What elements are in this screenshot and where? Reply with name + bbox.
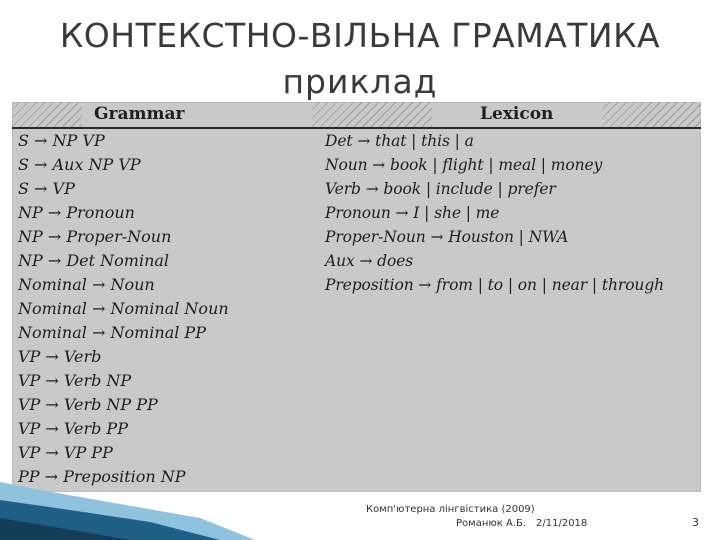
grammar-rule: Nominal → Nominal Noun (18, 299, 229, 318)
grammar-rule: VP → Verb NP (18, 371, 132, 390)
grammar-column-header: Grammar (94, 104, 185, 124)
grammar-rule: NP → Proper-Noun (18, 227, 172, 246)
lexicon-rule: Det → that | this | a (325, 132, 474, 150)
footer-author: Романюк А.Б. (456, 518, 527, 529)
grammar-rule: VP → Verb PP (18, 419, 128, 438)
grammar-rule: S → NP VP (18, 131, 105, 150)
footer-course: Комп'ютерна лінгвістика (2009) (366, 504, 535, 515)
grammar-table-image (12, 102, 701, 492)
grammar-rule: PP → Preposition NP (18, 467, 186, 486)
lexicon-rule: Proper-Noun → Houston | NWA (325, 228, 569, 246)
lexicon-column-header: Lexicon (480, 104, 554, 124)
grammar-rule: NP → Pronoun (18, 203, 135, 222)
lexicon-rule: Verb → book | include | prefer (325, 180, 556, 198)
lexicon-rule: Aux → does (325, 252, 414, 270)
corner-decoration (0, 460, 260, 540)
grammar-rule: Nominal → Nominal PP (18, 323, 206, 342)
lexicon-rule: Preposition → from | to | on | near | through (325, 276, 665, 294)
header-hatch-left (12, 102, 82, 127)
grammar-rule: S → VP (18, 179, 75, 198)
grammar-rule: VP → VP PP (18, 443, 113, 462)
grammar-rule: VP → Verb (18, 347, 102, 366)
footer-date: 2/11/2018 (536, 518, 588, 529)
header-hatch-middle (312, 102, 432, 127)
lexicon-rule: Pronoun → I | she | me (325, 204, 500, 222)
slide-subtitle: приклад (282, 62, 438, 101)
grammar-rule: S → Aux NP VP (18, 155, 141, 174)
grammar-rule: Nominal → Noun (18, 275, 155, 294)
header-hatch-right (602, 102, 701, 127)
grammar-rule: NP → Det Nominal (18, 251, 170, 270)
page-number: 3 (692, 516, 699, 529)
grammar-rule: VP → Verb NP PP (18, 395, 158, 414)
lexicon-rule: Noun → book | flight | meal | money (325, 156, 603, 174)
lexicon-rule-list (325, 129, 697, 297)
table-header-row (12, 102, 701, 129)
slide-title: КОНТЕКСТНО-ВІЛЬНА ГРАМАТИКА (59, 16, 661, 55)
grammar-rule-list (18, 129, 318, 489)
